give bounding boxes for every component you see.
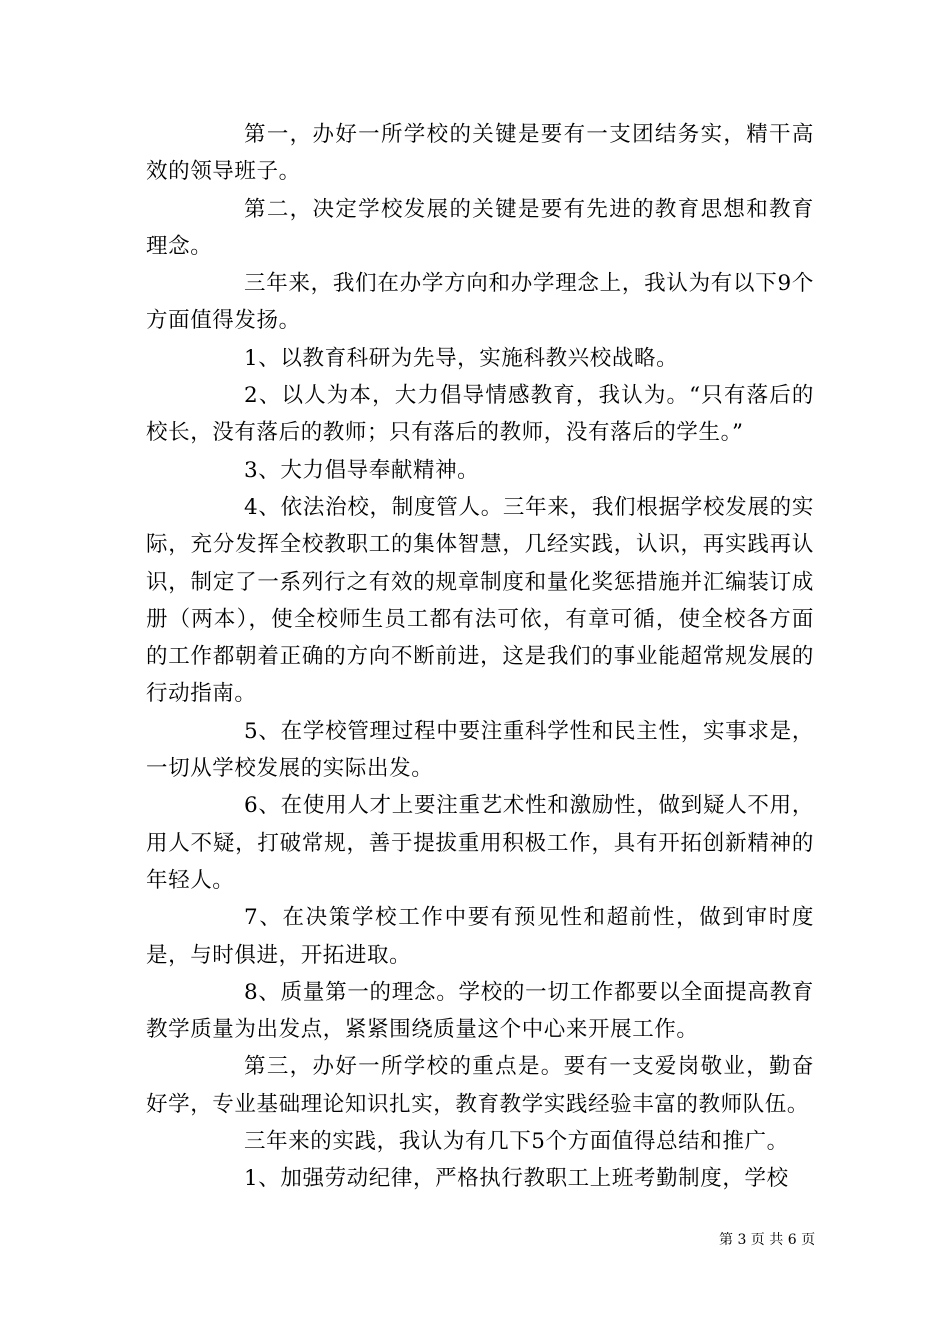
paragraph-10: 7、在决策学校工作中要有预见性和超前性，做到审时度是，与时俱进，开拓进取。 [146,905,814,968]
paragraph-4: 1、以教育科研为先导，实施科教兴校战略。 [244,345,679,371]
paragraph-13: 三年来的实践，我认为有几下5个方面值得总结和推广。 [244,1129,789,1155]
paragraph-1: 第一，办好一所学校的关键是要有一支团结务实，精干高效的领导班子。 [146,122,814,185]
page-number: 第 3 页 共 6 页 [719,1232,816,1248]
paragraph-11: 8、质量第一的理念。学校的一切工作都要以全面提高教育教学质量为出发点，紧紧围绕质量这个中心来开展工作。 [146,979,814,1043]
paragraph-9: 6、在使用人才上要注重艺术性和激励性，做到疑人不用，用人不疑，打破常规，善于提拔重用积极工作，具有开拓创新精神的年轻人。 [146,793,814,893]
paragraph-6: 3、大力倡导奉献精神。 [244,457,480,483]
document-body [146,116,814,1198]
paragraph-3: 三年来，我们在办学方向和办学理念上，我认为有以下9个方面值得发扬。 [146,271,814,334]
paragraph-12: 第三，办好一所学校的重点是。要有一支爱岗敬业，勤奋好学，专业基础理论知识扎实，教育教学实践经验丰富的教师队伍。 [146,1054,814,1117]
paragraph-14: 1、加强劳动纪律，严格执行教职工上班考勤制度，学校 [244,1166,789,1192]
paragraph-2: 第二，决定学校发展的关键是要有先进的教育思想和教育理念。 [146,196,814,259]
paragraph-5: 2、以人为本，大力倡导情感教育，我认为。“只有落后的校长，没有落后的教师；只有落后的教师，没有落后的学生。” [146,383,814,446]
paragraph-8: 5、在学校管理过程中要注重科学性和民主性，实事求是，一切从学校发展的实际出发。 [146,718,814,782]
paragraph-7: 4、依法治校，制度管人。三年来，我们根据学校发展的实际，充分发挥全校教职工的集体智慧，几经实践，认识，再实践再认识，制定了一系列行之有效的规章制度和量化奖惩措施并汇编装订成册（两本），使全校师生员工都有法可依，有章可循，使全校各方面的工作都朝着正确的方向不断前进，这是我们的事业能超常规发展的行动指南。 [146,494,814,707]
